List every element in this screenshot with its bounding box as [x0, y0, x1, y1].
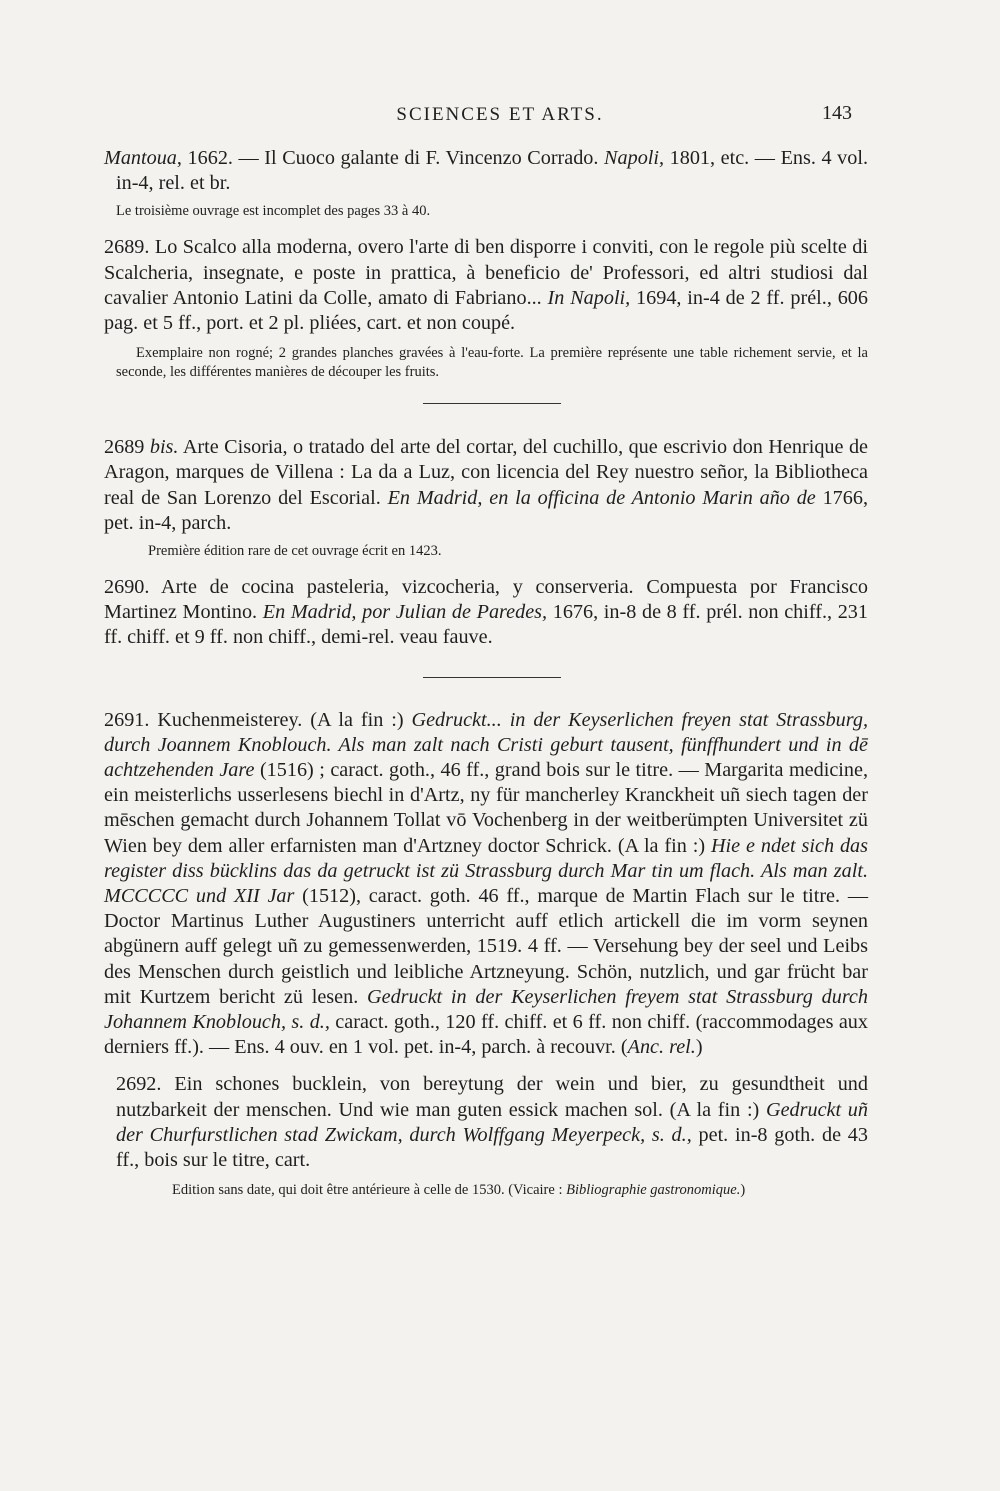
section-separator — [423, 403, 561, 404]
entry-text: 1766, pet. in-4, parch. — [104, 486, 869, 534]
entry-number: 2689 — [104, 436, 145, 459]
entry-text: (1516) ; caract. goth., 46 ff., grand bois sur le titre. — Margarita medicine, ein meisterlichs usserlesens biechl in d'Artz, ny für mancherley Kranckheit uñ siech tagen der mēschen gemacht durch Johannem Tollat vō Vochenberg in der weitberümpten Universitet zü Wien bey dem aller erfarnisten man d'Artzney doctor Schrick. (A la fin :) — [104, 759, 868, 857]
entry-text: Arte Cisoria, o tratado del arte del cortar, del cuchillo, que escrivio don Henrique de Aragon, marques de Villena : La da a Luz, con licencia del Rey nuestro señor, la Bibliotheca real de San Lorenzo del Escorial. — [104, 436, 868, 509]
entry-number: 2690. — [104, 576, 150, 599]
entry-2689 — [104, 235, 868, 336]
entry-2690 — [104, 575, 868, 651]
entry-text: Kuchenmeisterey. (A la fin :) — [149, 708, 412, 731]
entry-text: 1676, in-8 de 8 ff. prél. non chiff., 231 ff. chiff. et 9 ff. non chiff., demi-rel. veau fauve. — [104, 601, 868, 649]
entry-text: (1512), caract. goth. 46 ff., marque de Martin Flach sur le titre. — Doctor Martinus Luther Augustiners unterricht auff etlich artickell die im vorm seynen abgünern auff gelegt uñ zu gemessenwerden, 1519. 4 ff. — Versehung bey der seel und Leibs des Menschen durch geistlich und leibliche Artzneyung. Schön, nutzlich, und gar frücht bar mit Kurtzem bericht zü lesen. — [104, 885, 869, 1008]
page-header — [0, 100, 1000, 130]
section-separator — [423, 677, 561, 678]
italic-text: Gedruckt uñ der Churfurstlichen stad Zwickam, durch Wolffgang Meyerpeck, s. d., — [116, 1098, 868, 1146]
italic-text: Gedruckt in der Keyserlichen freyem stat Strassburg durch Johannem Knoblouch, s. d., — [104, 985, 868, 1034]
entry-note: Première édition rare de cet ouvrage écrit en 1423. — [148, 543, 442, 560]
page-content — [104, 146, 869, 1200]
entry-text: caract. goth., 120 ff. chiff. et 6 ff. non chiff. (raccommodages aux derniers ff.). — Ens. 4 ouv. en 1 vol. pet. in-4, parch. à recouvr. ( — [104, 1011, 868, 1059]
entry-text: 1801, etc. — Ens. 4 vol. in-4, rel. et br. — [116, 147, 869, 195]
italic-text: bis. — [144, 436, 179, 459]
entry-text: Lo Scalco alla moderna, overo l'arte di ben disporre i conviti, con le regole più scelte di Scalcheria, insegnate, e poste in prattica, à beneficio de' Professori, ed altri studiosi dal cavalier Antonio Latini da Colle, amato di Fabriano... — [104, 236, 868, 309]
note-text: Edition sans date, qui doit être antérieure à celle de 1530. (Vicaire : — [172, 1182, 567, 1199]
running-head: SCIENCES ET ARTS. — [396, 104, 604, 125]
entry-text: Ein schones bucklein, von bereytung der wein und bier, zu gesundtheit und nutzbarkeit der menschen. Und wie man guten essick machen sol. (A la fin :) — [116, 1073, 868, 1121]
italic-text: En Madrid, por Julian de Paredes, — [262, 601, 548, 624]
italic-text: In Napoli, — [547, 286, 631, 309]
italic-text: Mantoua — [104, 147, 177, 169]
entry-text: , 1662. — Il Cuoco galante di F. Vincenzo Corrado. — [176, 147, 605, 169]
italic-text: Napoli, — [604, 147, 665, 169]
entry-number: 2689. — [104, 236, 150, 259]
entry-2691 — [104, 708, 868, 1061]
entry-number: 2691. — [104, 708, 150, 731]
entry-number: 2692. — [116, 1073, 162, 1096]
italic-text: Gedruckt... in der Keyserlichen freyen stat Strassburg, durch Joannem Knoblouch. Als man zalt nach Cristi geburt tausent, fünffhundert und in dē achtzehenden Jare — [104, 708, 868, 782]
italic-text: Anc. rel. — [627, 1036, 696, 1059]
entry-note — [116, 1181, 868, 1200]
entry-2692 — [116, 1072, 868, 1173]
entry-text: Arte de cocina pasteleria, vizcocheria, y conserveria. Compuesta por Francisco Martinez Montino. — [104, 576, 868, 624]
entry-text: pet. in-8 goth. de 43 ff., bois sur le titre, cart. — [116, 1123, 868, 1172]
italic-text: Bibliographie gastronomique. — [566, 1182, 741, 1199]
entry-note: Le troisième ouvrage est incomplet des pages 33 à 40. — [116, 203, 431, 220]
entry-text: 1694, in-4 de 2 ff. prél., 606 pag. et 5 ff., port. et 2 pl. pliées, cart. et non coupé. — [104, 286, 868, 335]
italic-text: En Madrid, en la officina de Antonio Marin año de — [387, 486, 816, 509]
italic-text: Hie e ndet sich das register diss bücklins das da getruckt ist zü Strassburg durch Mar tin um flach. Als man zalt. MCCCCC und XII Jar — [104, 834, 868, 908]
page-number: 143 — [822, 102, 852, 124]
entry-2689-bis — [104, 435, 868, 536]
entry-continuation — [104, 146, 868, 196]
note-text: ) — [740, 1182, 746, 1199]
entry-text: ) — [695, 1036, 703, 1059]
entry-note: Exemplaire non rogné; 2 grandes planches gravées à l'eau-forte. La première représente une table richement servie, et la seconde, les différentes manières de découper les fruits. — [116, 345, 868, 381]
